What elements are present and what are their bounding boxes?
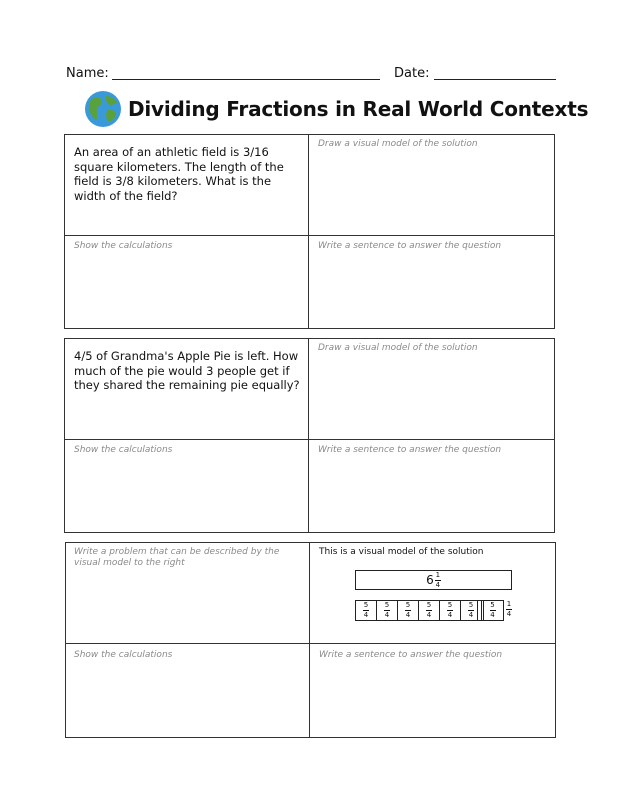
model-piece: $\frac{5}{4}$	[377, 601, 398, 620]
date-label: Date:	[394, 66, 430, 81]
problem-1-visual-prompt: Draw a visual model of the solution	[318, 139, 478, 149]
problem-1-box	[64, 134, 555, 329]
problem-3-question: Write a problem that can be described by the visual model to the right	[74, 547, 280, 568]
problem-1-sentence-prompt: Write a sentence to answer the question	[318, 241, 502, 251]
problem-3-box	[65, 542, 556, 738]
problem-2-sentence-prompt: Write a sentence to answer the question	[318, 445, 502, 455]
model-whole-bar	[355, 570, 512, 590]
problem-3-calc-prompt: Show the calculations	[74, 650, 173, 660]
globe-icon	[84, 90, 122, 128]
name-line[interactable]	[112, 79, 380, 80]
date-line[interactable]	[434, 79, 556, 80]
problem-2-calc-prompt: Show the calculations	[74, 445, 173, 455]
model-remainder-fraction: $\frac{1}{4}$	[506, 600, 512, 618]
problem-1-question: An area of an athletic field is 3/16 square kilometers. The length of the field is 3/8 kilometers. What is the width of the field?	[74, 145, 284, 203]
model-remainder-box	[477, 600, 484, 621]
problem-1-calc-prompt: Show the calculations	[74, 241, 173, 251]
model-piece: $\frac{5}{4}$	[419, 601, 440, 620]
model-piece: $\frac{5}{4}$	[356, 601, 377, 620]
problem-2-box	[64, 338, 555, 533]
problem-3-sentence-prompt: Write a sentence to answer the question	[319, 650, 503, 660]
model-whole-fraction: $\frac{1}{4}$	[435, 570, 441, 589]
problem-3-visual-prompt: This is a visual model of the solution	[319, 547, 484, 557]
model-piece: $\frac{5}{4}$	[490, 601, 495, 619]
model-piece: $\frac{5}{4}$	[440, 601, 461, 620]
name-label: Name:	[66, 66, 109, 81]
page-title: Dividing Fractions in Real World Contexts	[128, 97, 589, 121]
model-whole-number: 6	[426, 573, 434, 587]
problem-2-question: 4/5 of Grandma's Apple Pie is left. How much of the pie would 3 people get if they shared the remaining pie equally?	[74, 349, 300, 392]
model-piece: $\frac{5}{4}$	[461, 601, 482, 620]
problem-2-visual-prompt: Draw a visual model of the solution	[318, 343, 478, 353]
model-piece: $\frac{5}{4}$	[398, 601, 419, 620]
